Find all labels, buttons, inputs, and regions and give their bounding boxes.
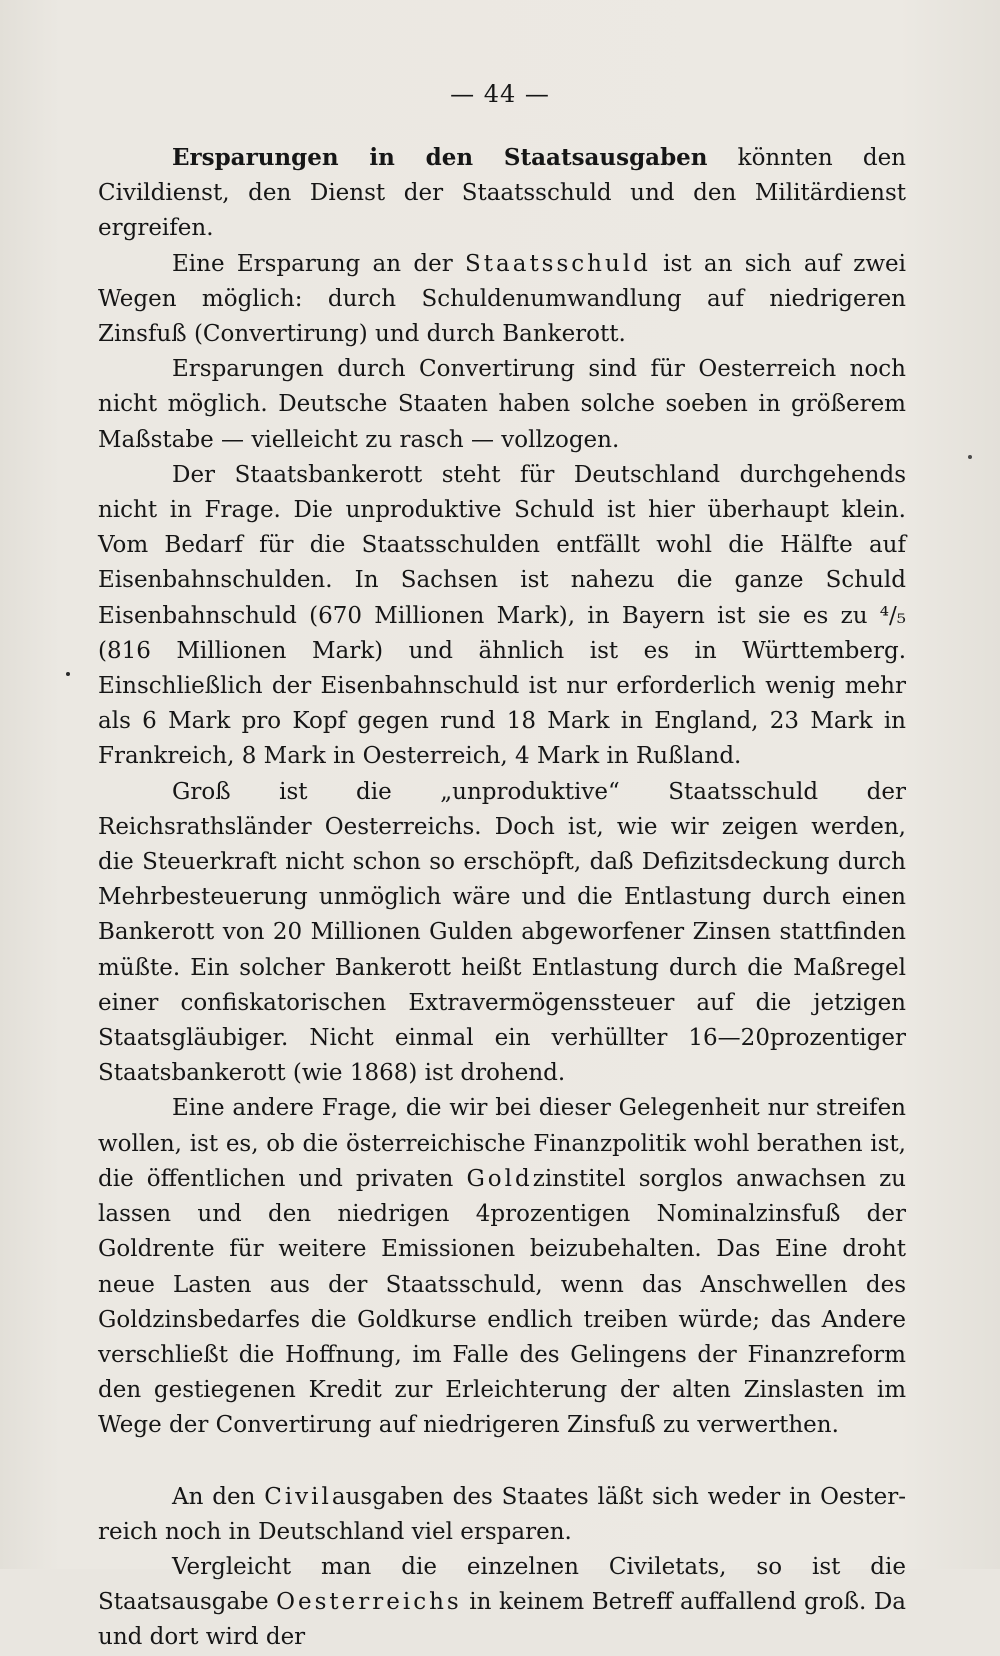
emphasized-term: Gold	[466, 1165, 533, 1192]
body-text	[98, 140, 906, 1656]
paragraph	[98, 1091, 906, 1443]
paragraph-text: Vergleicht man die einzelnen Civiletats, so ist die Staatsausgabe	[98, 1553, 906, 1616]
paragraph-text: Groß ist die „unproduktive“ Staatsschuld der Reichsrathsländer Oesterreichs. Doch ist, wie wir zeigen werden, die Steuerkraft nicht schon so erschöpft, daß Defizitsdeckung durch Mehrbesteuerung unmöglich wäre und die Entlastung durch einen Bankerott von 20 Millionen Gulden abgeworfener Zinsen stattfinden müßte. Ein solcher Bankerott heißt Entlastung durch die Maßregel einer confiskatorischen Extravermögenssteuer auf die jetzigen Staatsgläubiger. Nicht einmal ein verhüllter 16—20prozentiger Staatsbankerott (wie 1868) ist drohend.	[98, 778, 906, 1087]
paragraph	[98, 247, 906, 353]
paragraph-text: ausgaben des Staates läßt sich weder in Oesterreich noch in Deutschland viel ersparen.	[98, 1483, 906, 1545]
paragraph-text: Eine andere Frage, die wir bei dieser Gelegenheit nur streifen wollen, ist es, ob die österreichische Finanzpolitik wohl berathen ist, die öffentlichen und privaten	[98, 1095, 906, 1192]
margin-dot	[66, 672, 70, 676]
paragraph	[98, 1550, 906, 1656]
section-lead: Ersparungen in den Staatsausgaben	[172, 144, 708, 171]
paragraph-text: könnten den Civildienst, den Dienst der Staatsschuld und den Militärdienst ergreifen.	[98, 145, 906, 242]
paragraph-text: Eine Ersparung an der	[172, 250, 466, 277]
emphasized-term: Oesterreichs	[276, 1589, 462, 1616]
paragraph-text: Der Staatsbankerott steht für Deutschland durchgehends nicht in Frage. Die unproduktive Schuld ist hier überhaupt klein. Vom Bedarf für die Staatsschulden entfällt wohl die Hälfte auf Eisenbahnschulden. In Sachsen ist nahezu die ganze Schuld Eisenbahnschuld (670 Millionen Mark), in Bayern ist sie es zu ⁴/₅ (816 Millionen Mark) und ähnlich ist es in Württemberg. Einschließlich der Eisenbahnschuld ist nur erforderlich wenig mehr als 6 Mark pro Kopf gegen rund 18 Mark in England, 23 Mark in Frankreich, 8 Mark in Oesterreich, 4 Mark in Rußland.	[98, 461, 906, 770]
paragraph-text: ist an sich auf zwei Wegen möglich: durch Schuldenumwandlung auf niedrigeren Zinsfuß (Convertirung) und durch Bankerott.	[98, 250, 906, 348]
emphasized-term: Staatsschuld	[465, 250, 651, 277]
margin-dot	[968, 455, 972, 459]
paragraph	[98, 775, 906, 1092]
paragraph	[98, 458, 906, 775]
paragraph	[98, 352, 906, 458]
page-number: — 44 —	[450, 80, 550, 108]
paragraph	[98, 1480, 906, 1550]
paragraph-text: zinstitel sorglos anwachsen zu lassen und den niedrigen 4prozentigen Nominalzinsfuß der Goldrente für weitere Emissionen beizubehalten. Das Eine droht neue Lasten aus der Staatsschuld, wenn das Anschwellen des Goldzinsbedarfes die Goldkurse endlich treiben würde; das Andere verschließt die Hoffnung, im Falle des Gelingens der Finanzreform den gestiegenen Kredit zur Erleichterung der alten Zinslasten im Wege der Convertirung auf niedrigeren Zinsfuß zu verwerthen.	[98, 1165, 906, 1439]
paragraph	[98, 140, 906, 247]
paragraph-text: Ersparungen durch Convertirung sind für Oesterreich noch nicht möglich. Deutsche Staaten haben solche soeben in größerem Maßstabe — vielleicht zu rasch — vollzogen.	[98, 356, 906, 453]
emphasized-term: Civil	[264, 1483, 332, 1510]
paragraph-text: An den	[172, 1483, 265, 1510]
paragraph-text: in keinem Betreff auffallend groß. Da und dort wird der	[98, 1589, 906, 1651]
